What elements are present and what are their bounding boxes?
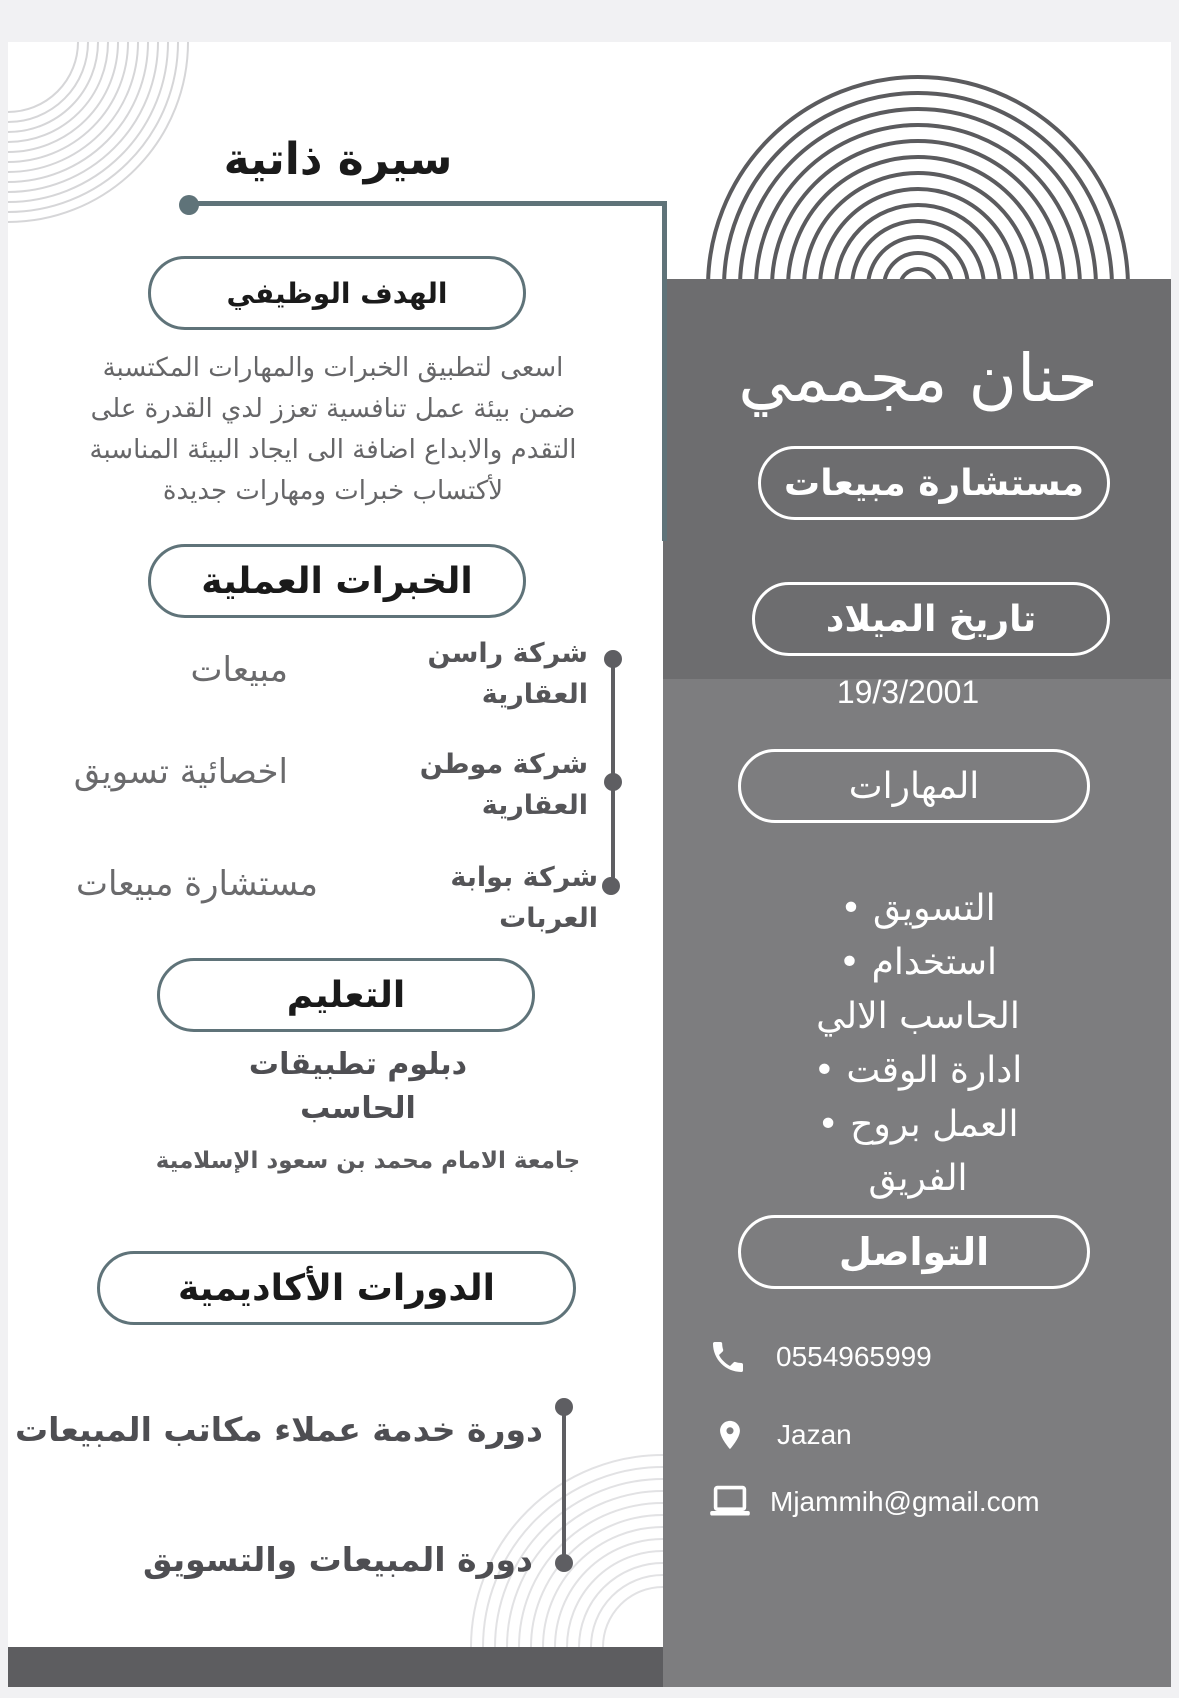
- experience-timeline-dot: [604, 773, 622, 791]
- objective-line: اسعى لتطبيق الخبرات والمهارات المكتسبة: [102, 353, 564, 383]
- experience-company: شركة بوابة: [450, 862, 598, 893]
- experience-role: اخصائية تسويق: [73, 752, 288, 792]
- education-degree: دبلوم تطبيقات: [248, 1047, 468, 1082]
- courses-timeline-dot: [555, 1554, 573, 1572]
- skill-line: العمل بروح •: [817, 1104, 1019, 1145]
- skills-list: [768, 882, 1068, 1206]
- job-title: مستشارة مبيعات: [784, 462, 1084, 504]
- education-degree: الحاسب: [300, 1091, 416, 1126]
- skill-line: الحاسب الالي: [816, 996, 1020, 1037]
- objective-heading-pill: [148, 256, 526, 330]
- birth-heading-pill: [752, 582, 1110, 656]
- contact-heading: التواصل: [838, 1230, 990, 1274]
- experience-company: شركة موطن: [419, 749, 588, 780]
- courses-heading: الدورات الأكاديمية: [177, 1267, 496, 1309]
- phone-icon: [708, 1337, 748, 1377]
- contact-phone[interactable]: [708, 1337, 932, 1377]
- skill-line: الفريق: [868, 1158, 968, 1199]
- course-item: دورة خدمة عملاء مكاتب المبيعات: [14, 1410, 543, 1449]
- decorative-concentric-arcs: [698, 72, 1138, 282]
- resume-title: سيرة ذاتية: [223, 134, 453, 185]
- resume-page: [8, 42, 1171, 1687]
- title-connector-vertical: [662, 201, 667, 541]
- objective-heading: الهدف الوظيفي: [226, 276, 448, 310]
- courses-timeline-line: [562, 1408, 566, 1563]
- experience-timeline-dot: [604, 650, 622, 668]
- skill-line: استخدام •: [838, 942, 998, 983]
- experience-heading: الخبرات العملية: [201, 560, 473, 602]
- education-heading: التعليم: [286, 974, 406, 1016]
- education-university: جامعة الامام محمد بن سعود الإسلامية: [155, 1148, 581, 1174]
- objective-line: التقدم والابداع اضافة الى ايجاد البيئة المناسبة: [89, 435, 577, 465]
- objective-text: [48, 348, 618, 512]
- experience-timeline-dot: [602, 877, 620, 895]
- courses-heading-pill: [97, 1251, 576, 1325]
- course-item: دورة المبيعات والتسويق: [143, 1540, 533, 1579]
- birth-date: 19/3/2001: [836, 674, 980, 710]
- email-address[interactable]: Mjammih@gmail.com: [770, 1486, 1040, 1517]
- title-connector-line: [190, 201, 667, 206]
- education-heading-pill: [157, 958, 535, 1032]
- contact-email[interactable]: [708, 1484, 1040, 1520]
- phone-number[interactable]: 0554965999: [776, 1341, 932, 1372]
- experience-company: العربات: [499, 903, 598, 934]
- birth-heading: تاريخ الميلاد: [825, 598, 1037, 640]
- bottom-bar: [8, 1647, 663, 1687]
- objective-line: لأكتساب خبرات ومهارات جديدة: [162, 476, 504, 506]
- skill-line: التسويق •: [840, 888, 996, 929]
- laptop-icon: [708, 1484, 752, 1520]
- location-text: Jazan: [777, 1419, 852, 1450]
- contact-heading-pill: [738, 1215, 1090, 1289]
- skills-heading-pill: [738, 749, 1090, 823]
- job-title-pill: [758, 446, 1110, 520]
- experience-role: مبيعات: [190, 650, 288, 690]
- skills-heading: المهارات: [848, 765, 980, 807]
- location-pin-icon: [713, 1416, 747, 1454]
- skill-line: ادارة الوقت •: [813, 1050, 1023, 1091]
- experience-heading-pill: [148, 544, 526, 618]
- courses-timeline-dot: [555, 1398, 573, 1416]
- experience-company: العقارية: [481, 790, 588, 821]
- experience-company: العقارية: [481, 679, 588, 710]
- objective-line: ضمن بيئة عمل تنافسية تعزز لدي القدرة على: [90, 394, 576, 424]
- decorative-arcs-top-left: [8, 42, 198, 232]
- contact-location: [713, 1416, 852, 1454]
- experience-role: مستشارة مبيعات: [75, 864, 318, 904]
- experience-company: شركة راسن: [427, 638, 588, 669]
- profile-name: حنان مجممي: [738, 340, 1098, 417]
